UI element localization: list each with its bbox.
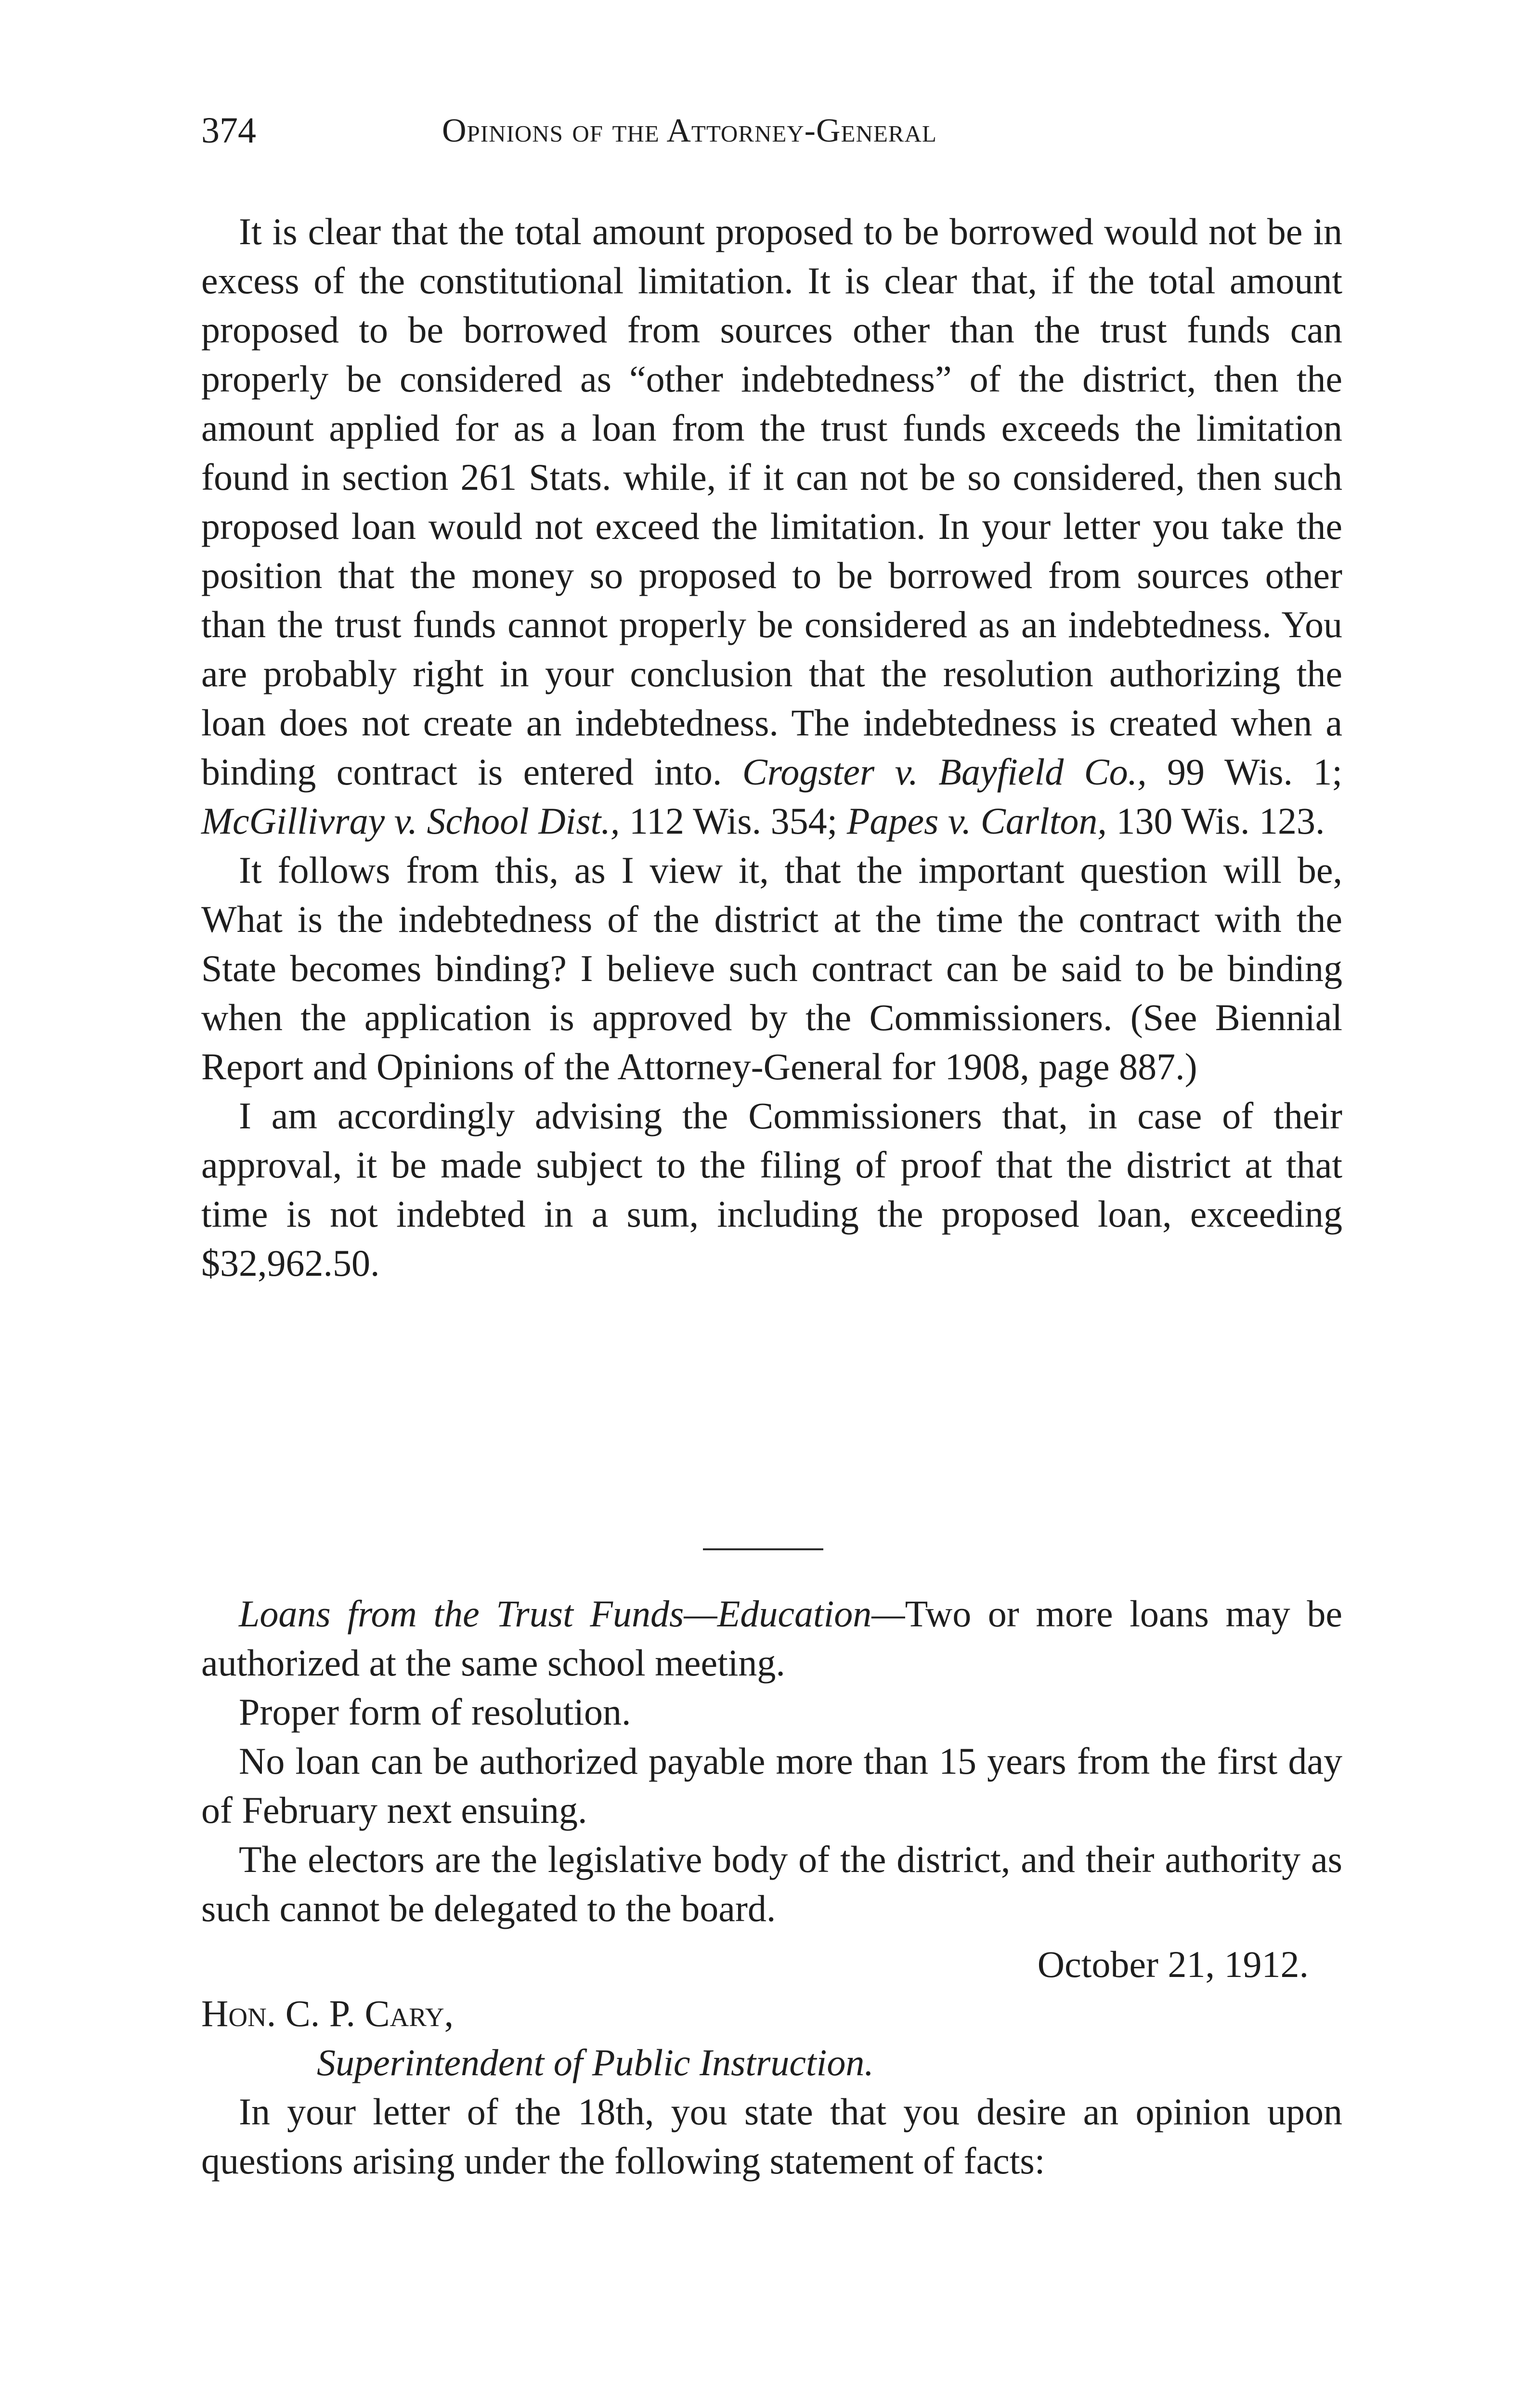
headnote-electors: The electors are the legislative body of the district, and their authority as such cannot be delegated to the board. bbox=[201, 1838, 1342, 1929]
paragraph-text: It is clear that the total amount proposed to be borrowed would not be in excess of the constitutional limitation. It is clear that, if the total amount proposed to be borrowed from sources other than the trust funds can properly be considered as “other indebtedness” of the district, then the amount applied for as a loan from the trust funds exceeds the limitation found in section 261 Stats. while, if it can not be so considered, then such proposed loan would not exceed the limitation. In your letter you take the position that the money so proposed to be borrowed from sources other than the trust funds cannot properly be considered as an indebtedness. You are probably right in your conclusion that the resolution authorizing the loan does not create an indebtedness. The indebtedness is created when a binding contract is entered into. bbox=[201, 210, 1342, 793]
section-divider bbox=[703, 1548, 823, 1550]
addressee-title: Superintendent of Public Instruction. bbox=[317, 2042, 874, 2083]
letter-opening: In your letter of the 18th, you state that you desire an opinion upon questions arising under the following statement of facts: bbox=[201, 2091, 1342, 2182]
case-citation: Crogster v. Bayfield Co., bbox=[742, 751, 1147, 793]
headnote-loan-term: No loan can be authorized payable more than 15 years from the first day of February next ensuing. bbox=[201, 1740, 1342, 1831]
paragraph-important-question: It follows from this, as I view it, that the important question will be, What is the indebtedness of the district at the time the contract with the State becomes binding? I believe such contract can be said to be binding when the application is approved by the Commissioners. (See Biennial Report and Opinions of the Attorney-General for 1908, page 887.) bbox=[201, 849, 1342, 1087]
paragraph-constitutional-limitation bbox=[201, 207, 1342, 846]
case-reporter: 112 Wis. 354; bbox=[629, 800, 838, 842]
headnote-text: Two or more loans may be authorized at the same school meeting. bbox=[201, 1593, 1343, 1684]
headnote-title: Loans from the Trust Funds—Education— bbox=[239, 1593, 905, 1635]
addressee-name: Hon. C. P. Cary, bbox=[201, 1992, 454, 2034]
headnote-resolution-form: Proper form of resolution. bbox=[239, 1691, 631, 1733]
paragraph-advising-commissioners: I am accordingly advising the Commissioners that, in case of their approval, it be made subject to the filing of proof that the district at that time is not indebted in a sum, including the proposed loan, exceeding $32,962.50. bbox=[201, 1095, 1342, 1284]
case-citation: McGillivray v. School Dist., bbox=[201, 800, 620, 842]
case-reporter: 99 Wis. 1; bbox=[1167, 751, 1343, 793]
opinion-continuation bbox=[201, 207, 1342, 1288]
new-opinion bbox=[201, 1589, 1342, 2186]
page-header bbox=[201, 110, 1357, 163]
case-reporter: 130 Wis. 123. bbox=[1116, 800, 1325, 842]
running-title: Opinions of the Attorney-General bbox=[442, 112, 937, 149]
headnote bbox=[201, 1589, 1342, 1688]
letter-date: October 21, 1912. bbox=[1037, 1943, 1309, 1985]
page-number: 374 bbox=[201, 110, 256, 151]
case-citation: Papes v. Carlton, bbox=[846, 800, 1107, 842]
